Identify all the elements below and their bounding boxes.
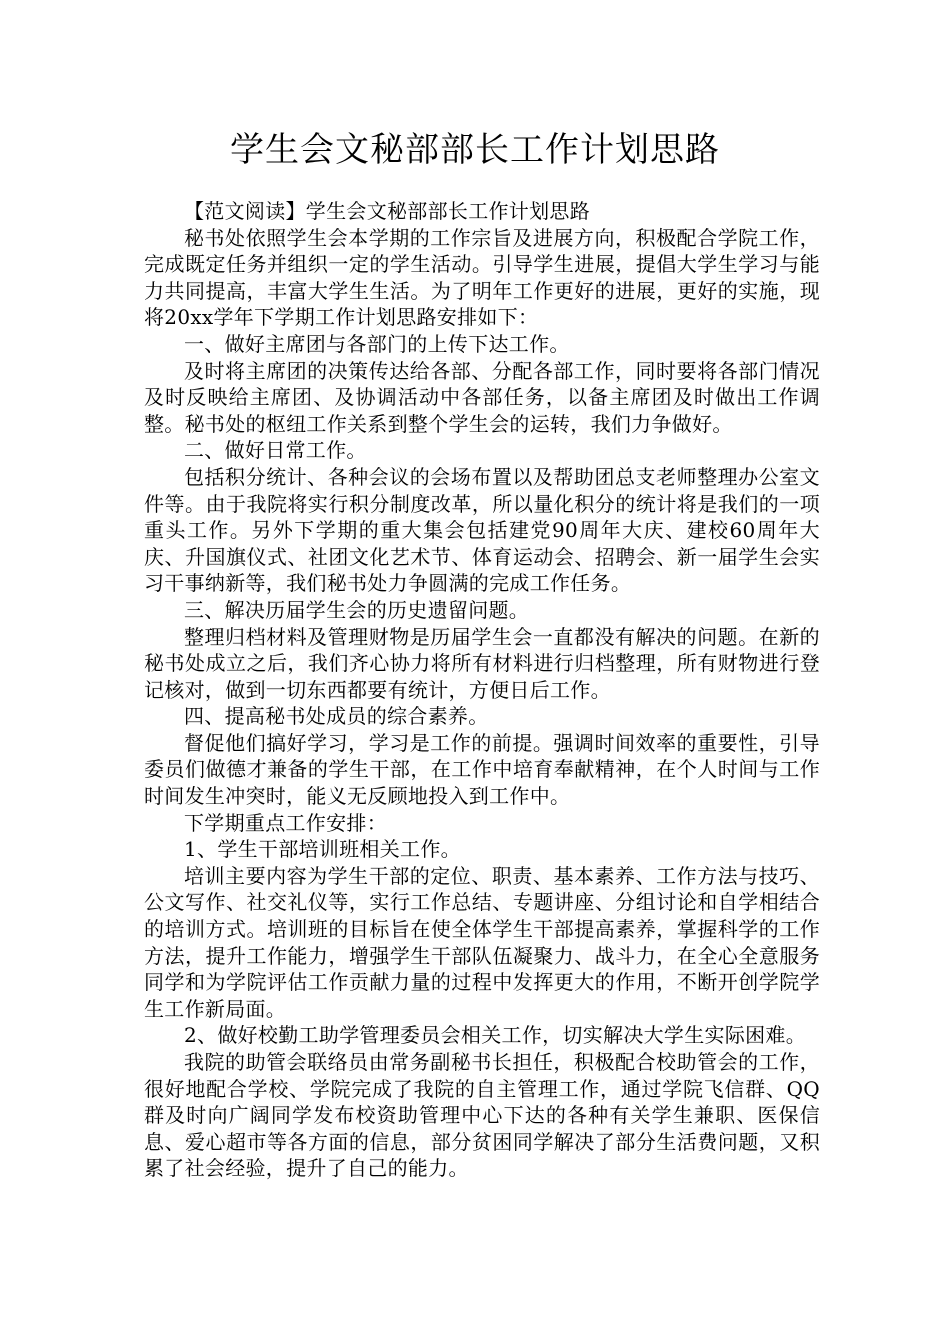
document-title: 学生会文秘部部长工作计划思路	[230, 130, 720, 170]
document-body	[144, 198, 820, 1182]
paragraph: 我院的助管会联络员由常务副秘书长担任，积极配合校助管会的工作，很好地配合学校、学院完成了我院的自主管理工作，通过学院飞信群、QQ群及时向广阔同学发布校资助管理中心下达的各种有关学生兼职、医保信息、爱心超市等各方面的信息，部分贫困同学解决了部分生活费问题，又积累了社会经验，提升了自己的能力。	[144, 1050, 820, 1181]
paragraph: 整理归档材料及管理财物是历届学生会一直都没有解决的问题。在新的秘书处成立之后，我们齐心协力将所有材料进行归档整理，所有财物进行登记核对，做到一切东西都要有统计，方便日后工作。	[144, 624, 820, 702]
section-heading: 四、提高秘书处成员的综合素养。	[184, 704, 489, 729]
section-heading: 下学期重点工作安排：	[184, 810, 387, 835]
section-heading: 二、做好日常工作。	[184, 438, 367, 463]
paragraph: 督促他们搞好学习，学习是工作的前提。强调时间效率的重要性，引导委员们做德才兼备的学生干部，在工作中培育奉献精神，在个人时间与工作时间发生冲突时，能义无反顾地投入到工作中。	[144, 730, 820, 809]
subsection-heading: 2、做好校勤工助学管理委员会相关工作，切实解决大学生实际困难。	[184, 1023, 807, 1048]
intro-line: 【范文阅读】学生会文秘部部长工作计划思路	[184, 199, 590, 223]
paragraph: 培训主要内容为学生干部的定位、职责、基本素养、工作方法与技巧、公文写作、社交礼仪等，实行工作总结、专题讲座、分组讨论和自学相结合的培训方式。培训班的目标旨在使全体学生干部提高素养，掌握科学的工作方法，提升工作能力，增强学生干部队伍凝聚力、战斗力，在全心全意服务同学和为学院评估工作贡献力量的过程中发挥更大的作用，不断开创学院学生工作新局面。	[144, 863, 820, 1021]
section-heading: 三、解决历届学生会的历史遗留问题。	[184, 597, 530, 622]
paragraph: 及时将主席团的决策传达给各部、分配各部工作，同时要将各部门情况及时反映给主席团、及协调活动中各部任务，以备主席团及时做出工作调整。秘书处的枢纽工作关系到整个学生会的运转，我们力争做好。	[144, 358, 820, 436]
section-heading: 一、做好主席团与各部门的上传下达工作。	[184, 331, 570, 356]
paragraph: 秘书处依照学生会本学期的工作宗旨及进展方向，积极配合学院工作，完成既定任务并组织一定的学生活动。引导学生进展，提倡大学生学习与能力共同提高，丰富大学生生活。为了明年工作更好的进展，更好的实施，现将20xx学年下学期工作计划思路安排如下：	[144, 225, 820, 330]
paragraph: 包括积分统计、各种会议的会场布置以及帮助团总支老师整理办公室文件等。由于我院将实行积分制度改革，所以量化积分的统计将是我们的一项重头工作。另外下学期的重大集会包括建党90周年大庆、建校60周年大庆、升国旗仪式、社团文化艺术节、体育运动会、招聘会、新一届学生会实习干事纳新等，我们秘书处力争圆满的完成工作任务。	[144, 464, 820, 596]
subsection-heading: 1、学生干部培训班相关工作。	[184, 837, 461, 862]
